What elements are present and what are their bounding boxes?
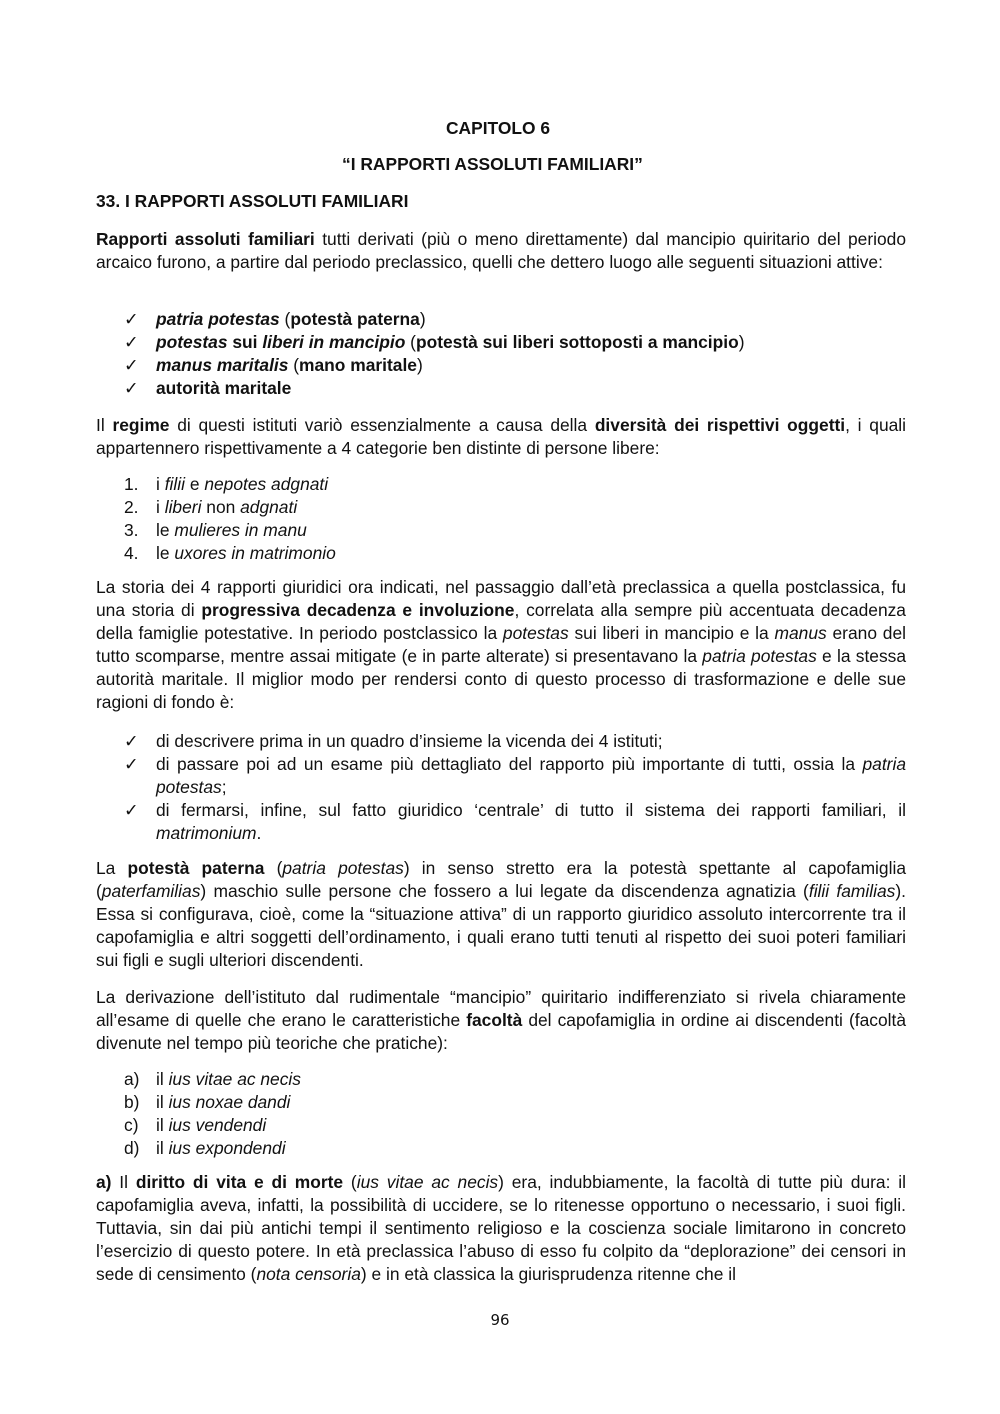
text: ) (416, 355, 423, 375)
paragraph-patria-potestas (96, 857, 906, 972)
text: erano del tutto scomparse, mentre assai mitigate (e in parte alterate) si presentavano la (96, 623, 906, 666)
italic-term: uxores in matrimonio (174, 543, 336, 563)
checklist-situations (96, 308, 906, 400)
text: ( (279, 309, 291, 329)
list-letter: b) (124, 1092, 140, 1112)
bold-term: potestà paterna (127, 858, 265, 878)
bold-term: progressiva decadenza e involuzione (201, 600, 515, 620)
chapter-subtitle: “I RAPPORTI ASSOLUTI FAMILIARI” (342, 154, 643, 174)
italic-term: ius noxae dandi (168, 1092, 291, 1112)
text: ) (738, 332, 745, 352)
paragraph-history (96, 576, 906, 714)
checkmark-icon: ✓ (124, 355, 139, 375)
checkmark-icon: ✓ (124, 731, 139, 751)
text: le (156, 543, 175, 563)
list-number: 3. (124, 520, 139, 540)
text: Il (96, 415, 113, 435)
italic-term: potestas (502, 623, 569, 643)
list-item (96, 331, 906, 354)
italic-term: matrimonium (156, 823, 257, 843)
text: di passare poi ad un esame più dettagliato del rapporto più importante di tutti, ossia la (156, 754, 863, 774)
bold-term: diritto di vita e di morte (135, 1172, 344, 1192)
bold-term: mano maritale (299, 355, 417, 375)
list-item (96, 1091, 906, 1114)
italic-term: patria potestas (702, 646, 817, 666)
text: il (156, 1092, 169, 1112)
italic-term: adgnati (240, 497, 298, 517)
list-item (96, 1137, 906, 1160)
text: il (156, 1069, 169, 1089)
text: di questi istituti variò essenzialmente a causa della (169, 415, 595, 435)
bold-term: facoltà (466, 1010, 523, 1030)
text: e (185, 474, 205, 494)
list-number: 1. (124, 474, 139, 494)
list-item (96, 1114, 906, 1137)
list-item (96, 730, 906, 753)
text: i (156, 497, 165, 517)
text: non (201, 497, 241, 517)
page-number: 96 (490, 1311, 510, 1329)
text: Il (111, 1172, 136, 1192)
list-item (96, 308, 906, 331)
text: , i quali appartennero rispettivamente a 4 categorie ben distinte di persone libere: (96, 415, 907, 458)
paragraph-intro (96, 228, 906, 274)
list-item (96, 519, 906, 542)
numbered-list (96, 473, 906, 565)
bold-term: sui (227, 332, 263, 352)
bold-term: potestà sui liberi sottoposti a mancipio (415, 332, 739, 352)
checklist-method (96, 730, 906, 845)
italic-term: manus maritalis (156, 355, 289, 375)
text: ( (264, 858, 283, 878)
italic-term: patria potestas (282, 858, 404, 878)
text: ) (419, 309, 426, 329)
list-item (96, 542, 906, 565)
text: , correlata alla sempre più accentuata decadenza della famiglie potestative. In periodo postclassico la (96, 600, 906, 643)
italic-term: filii (164, 474, 185, 494)
list-letter: a) (124, 1069, 140, 1089)
text: e la stessa autorità maritale. Il miglior modo per rendersi conto di questo processo di trasformazione e delle sue ragioni di fondo è: (96, 646, 907, 712)
checkmark-icon: ✓ (124, 378, 139, 398)
text: i (156, 474, 165, 494)
italic-term: nepotes adgnati (204, 474, 329, 494)
text: il (156, 1115, 169, 1135)
italic-term: patria potestas (156, 754, 906, 797)
checkmark-icon: ✓ (124, 309, 139, 329)
list-number: 4. (124, 543, 139, 563)
italic-term: patria potestas (156, 309, 280, 329)
italic-term: ius expondendi (168, 1138, 286, 1158)
text: le (156, 520, 175, 540)
bold-term: diversità dei rispettivi oggetti (594, 415, 846, 435)
chapter-heading: CAPITOLO 6 (446, 118, 551, 138)
list-number: 2. (124, 497, 139, 517)
text: tutti derivati (più o meno direttamente) dal mancipio quiritario del periodo arcaico furono, a partire dal periodo preclassico, quelli che dettero luogo alle seguenti situazioni attive: (96, 229, 907, 272)
list-letter: c) (124, 1115, 139, 1135)
list-item (96, 1068, 906, 1091)
text: ) era, indubbiamente, la facoltà di tutte più dura: il capofamiglia aveva, infatti, la possibilità di uccidere, se lo ritenesse opportuno o necessario, i suoi figli. Tuttavia, sin dai più antichi tempi il sentimento religioso e la coscienza sociale limitarono in concreto l’esercizio di questo potere. In età preclassica l’abuso di esso fu colpito da “deplorazione” dei censori in sede di censimento ( (96, 1172, 906, 1284)
paragraph-regime (96, 414, 906, 460)
text: ). Essa si configurava, cioè, come la “situazione attiva” di un rapporto giuridico assoluto intercorrente tra il capofamiglia e altri soggetti dell’ordinamento, i quali erano tutti tenuti al rispetto dei suoi poteri familiari sui figli e sugli ulteriori discendenti. (96, 881, 907, 970)
italic-term: liberi in mancipio (262, 332, 406, 352)
checkmark-icon: ✓ (124, 800, 139, 820)
text: ) e in età classica la giurisprudenza ritenne che il (360, 1264, 736, 1284)
italic-term: liberi (164, 497, 202, 517)
text: La derivazione dell’istituto dal rudimentale “mancipio” quiritario indifferenziato si rivela chiaramente all’esame di quelle che erano le caratteristiche (96, 987, 906, 1030)
text: ( (288, 355, 300, 375)
text: il (156, 1138, 169, 1158)
checkmark-icon: ✓ (124, 754, 139, 774)
text: sui liberi in mancipio e la (568, 623, 775, 643)
list-item (96, 799, 906, 845)
text: ( (343, 1172, 357, 1192)
italic-term: ius vitae ac necis (356, 1172, 499, 1192)
text: ( (405, 332, 416, 352)
text: ) maschio sulle persone che fossero a lui legate da discendenza agnatizia ( (200, 881, 809, 901)
text: . (256, 823, 262, 843)
list-item (96, 377, 906, 400)
text: del capofamiglia in ordine ai discendenti (facoltà divenute nel tempo più teoriche che pratiche): (96, 1010, 906, 1053)
text: La storia dei 4 rapporti giuridici ora indicati, nel passaggio dall’età preclassica a quella postclassica, fu una storia di (96, 577, 906, 620)
lettered-list (96, 1068, 906, 1160)
text: ) in senso stretto era la potestà spettante al capofamiglia ( (96, 858, 906, 901)
list-item (96, 473, 906, 496)
bold-term: potestà paterna (290, 309, 420, 329)
italic-term: mulieres in manu (174, 520, 307, 540)
paragraph-derivation (96, 986, 906, 1055)
section-title: 33. I RAPPORTI ASSOLUTI FAMILIARI (96, 191, 409, 211)
italic-term: filii familias (808, 881, 896, 901)
italic-term: potestas (156, 332, 228, 352)
italic-term: ius vitae ac necis (168, 1069, 301, 1089)
bold-term: Rapporti assoluti familiari (96, 229, 315, 249)
italic-term: nota censoria (256, 1264, 361, 1284)
bold-term: autorità maritale (156, 378, 292, 398)
list-item (96, 354, 906, 377)
paragraph-ius-vitae (96, 1171, 906, 1286)
text: La (96, 858, 128, 878)
italic-term: ius vendendi (168, 1115, 267, 1135)
checkmark-icon: ✓ (124, 332, 139, 352)
italic-term: manus (774, 623, 827, 643)
list-item (96, 496, 906, 519)
text: ; (221, 777, 227, 797)
bold-term: regime (112, 415, 170, 435)
list-letter: d) (124, 1138, 140, 1158)
italic-term: paterfamilias (101, 881, 201, 901)
bold-term: a) (96, 1172, 112, 1192)
text: di fermarsi, infine, sul fatto giuridico ‘centrale’ di tutto il sistema dei rapporti familiari, il (156, 800, 906, 820)
text: di descrivere prima in un quadro d’insieme la vicenda dei 4 istituti; (156, 731, 663, 751)
list-item (96, 753, 906, 799)
